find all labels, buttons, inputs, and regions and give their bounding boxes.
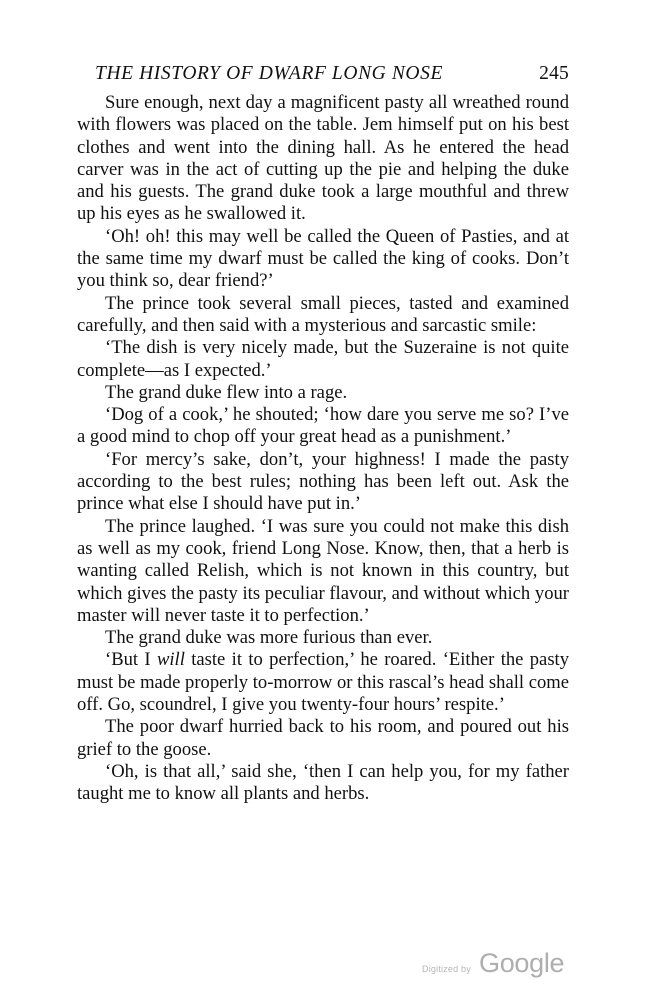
paragraph: ‘Dog of a cook,’ he shouted; ‘how dare you serve me so? I’ve a good mind to chop off your great head as a punishment.’ — [77, 404, 569, 448]
paragraph — [77, 649, 569, 716]
paragraph: Sure enough, next day a magnificent pasty all wreathed round with flowers was placed on the table. Jem himself put on his best clothes and went into the dining hall. As he entered the head carver was in the act of cutting up the pie and helping the duke and his guests. The grand duke took a large mouthful and threw up his eyes as he swallowed it. — [77, 92, 569, 225]
paragraph: ‘For mercy’s sake, don’t, your highness! I made the pasty according to the best rules; nothing has been left out. Ask the prince what else I should have put in.’ — [77, 448, 569, 515]
paragraph: The grand duke flew into a rage. — [105, 381, 348, 403]
paragraph-text: taste it to perfection,’ he roared. ‘Either the pasty must be made properly to-morrow or this rascal’s head shall come off. Go, scoundrel, I give you twenty-four hours’ respite.’ — [77, 649, 570, 716]
running-title: THE HISTORY OF DWARF LONG NOSE — [95, 63, 443, 84]
page-number: 245 — [539, 63, 569, 84]
paragraph: ‘Oh! oh! this may well be called the Queen of Pasties, and at the same time my dwarf must be called the king of cooks. Don’t you think so, dear friend?’ — [77, 225, 569, 292]
google-logo: Google — [479, 948, 565, 978]
body-text — [77, 92, 569, 806]
paragraph: The prince laughed. ‘I was sure you could not make this dish as well as my cook, friend Long Nose. Know, then, that a herb is wanting called Relish, which is not known in this country, but which gives the pasty its peculiar flavour, and without which your master will never taste it to perfection.’ — [77, 515, 569, 626]
paragraph: ‘The dish is very nicely made, but the Suzeraine is not quite complete—as I expected.’ — [77, 337, 569, 381]
paragraph: The poor dwarf hurried back to his room, and poured out his grief to the goose. — [77, 716, 569, 760]
emphasis-text: will — [156, 649, 185, 671]
paragraph-text: ‘But I — [105, 649, 157, 671]
paragraph: ‘Oh, is that all,’ said she, ‘then I can help you, for my father taught me to know all plants and herbs. — [77, 760, 569, 805]
watermark-prefix: Digitized by — [422, 964, 471, 974]
paragraph: The grand duke was more furious than ever. — [105, 627, 433, 649]
paragraph: The prince took several small pieces, tasted and examined carefully, and then said with a mysterious and sarcastic smile: — [77, 292, 569, 336]
digitization-watermark — [422, 950, 572, 980]
running-head — [77, 62, 569, 86]
